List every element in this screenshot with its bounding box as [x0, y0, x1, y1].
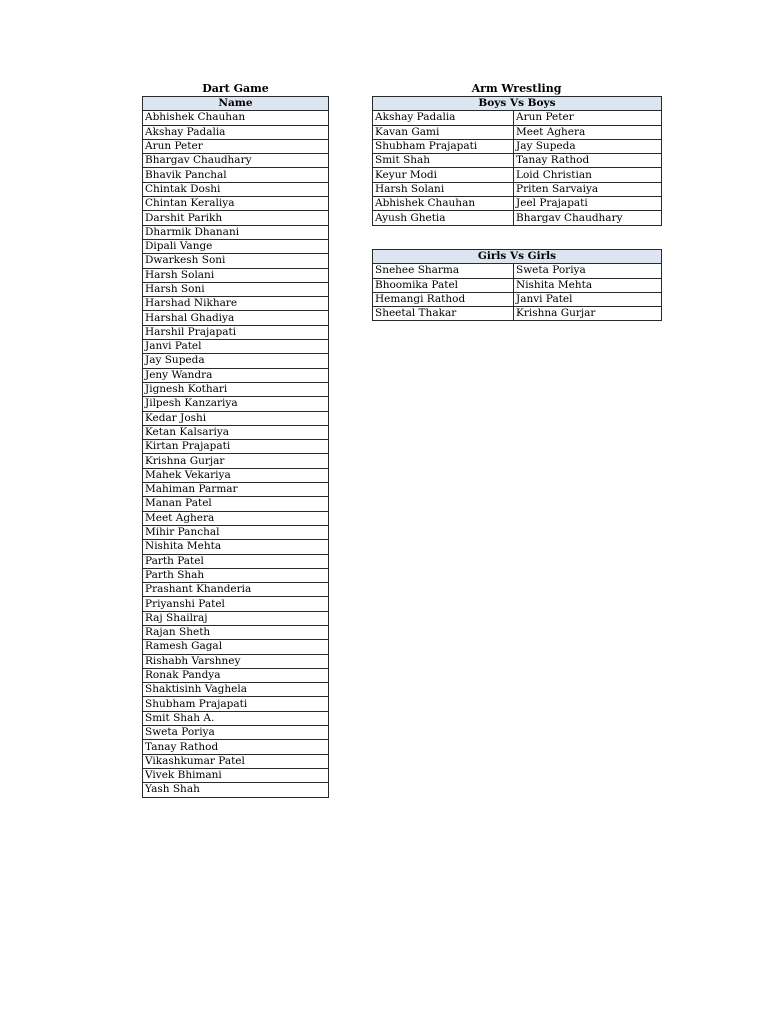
participant-name: Harshal Ghadiya	[143, 311, 329, 325]
participant-name: Mahek Vekariya	[143, 468, 329, 482]
table-row	[143, 597, 329, 611]
table-row	[143, 311, 329, 325]
player-two-name: Krishna Gurjar	[514, 307, 662, 321]
participant-name: Jeny Wandra	[143, 368, 329, 382]
player-two-name: Bhargav Chaudhary	[514, 211, 662, 225]
participant-name: Parth Patel	[143, 554, 329, 568]
table-row	[143, 754, 329, 768]
table-row	[143, 454, 329, 468]
player-two-name: Tanay Rathod	[514, 154, 662, 168]
table-row	[143, 268, 329, 282]
player-two-name: Priten Sarvaiya	[514, 182, 662, 196]
participant-name: Krishna Gurjar	[143, 454, 329, 468]
participant-name: Mahiman Parmar	[143, 483, 329, 497]
girls-vs-girls-table	[372, 249, 662, 321]
participant-name: Abhishek Chauhan	[143, 111, 329, 125]
table-row	[143, 411, 329, 425]
table-row	[143, 726, 329, 740]
player-one-name: Sheetal Thakar	[373, 307, 514, 321]
match-row	[373, 111, 662, 125]
match-row	[373, 182, 662, 196]
table-row	[143, 625, 329, 639]
match-row	[373, 278, 662, 292]
participant-name: Kirtan Prajapati	[143, 440, 329, 454]
player-one-name: Harsh Solani	[373, 182, 514, 196]
table-row	[143, 554, 329, 568]
participant-name: Tanay Rathod	[143, 740, 329, 754]
participant-name: Rishabh Varshney	[143, 654, 329, 668]
player-one-name: Snehee Sharma	[373, 264, 514, 278]
participant-name: Smit Shah A.	[143, 711, 329, 725]
match-row	[373, 307, 662, 321]
participant-name: Dipali Vange	[143, 239, 329, 253]
participant-name: Ketan Kalsariya	[143, 425, 329, 439]
participant-name: Arun Peter	[143, 139, 329, 153]
table-row	[143, 139, 329, 153]
table-row	[143, 125, 329, 139]
table-row	[143, 468, 329, 482]
match-row	[373, 154, 662, 168]
participant-name: Harsh Soni	[143, 282, 329, 296]
participant-name: Harshad Nikhare	[143, 297, 329, 311]
player-one-name: Akshay Padalia	[373, 111, 514, 125]
participant-name: Raj Shailraj	[143, 611, 329, 625]
table-row	[143, 111, 329, 125]
participant-name: Priyanshi Patel	[143, 597, 329, 611]
player-one-name: Abhishek Chauhan	[373, 197, 514, 211]
match-row	[373, 292, 662, 306]
match-row	[373, 139, 662, 153]
player-two-name: Janvi Patel	[514, 292, 662, 306]
table-row	[143, 425, 329, 439]
player-two-name: Sweta Poriya	[514, 264, 662, 278]
participant-name: Kedar Joshi	[143, 411, 329, 425]
player-one-name: Shubham Prajapati	[373, 139, 514, 153]
table-row	[143, 511, 329, 525]
player-one-name: Ayush Ghetia	[373, 211, 514, 225]
participant-name: Manan Patel	[143, 497, 329, 511]
match-row	[373, 264, 662, 278]
boys-vs-boys-table	[372, 96, 662, 226]
girls-vs-girls-rows	[373, 264, 662, 321]
player-two-name: Nishita Mehta	[514, 278, 662, 292]
participant-name: Bhavik Panchal	[143, 168, 329, 182]
match-row	[373, 197, 662, 211]
participant-name: Shubham Prajapati	[143, 697, 329, 711]
table-row	[143, 583, 329, 597]
table-row	[143, 168, 329, 182]
player-one-name: Hemangi Rathod	[373, 292, 514, 306]
table-row	[143, 397, 329, 411]
dart-game-title: Dart Game	[202, 82, 269, 95]
player-two-name: Loid Christian	[514, 168, 662, 182]
participant-name: Akshay Padalia	[143, 125, 329, 139]
table-row	[143, 525, 329, 539]
table-row	[143, 440, 329, 454]
participant-name: Prashant Khanderia	[143, 583, 329, 597]
table-row	[143, 325, 329, 339]
table-row	[143, 768, 329, 782]
dart-game-rows	[143, 111, 329, 797]
name-column-header: Name	[143, 97, 329, 111]
table-row	[143, 611, 329, 625]
table-row	[143, 225, 329, 239]
table-row	[143, 368, 329, 382]
table-row	[143, 239, 329, 253]
participant-name: Dwarkesh Soni	[143, 254, 329, 268]
table-row	[143, 497, 329, 511]
participant-name: Shaktisinh Vaghela	[143, 683, 329, 697]
table-row	[143, 654, 329, 668]
table-row	[143, 354, 329, 368]
participant-name: Yash Shah	[143, 783, 329, 797]
participant-name: Janvi Patel	[143, 340, 329, 354]
table-row	[143, 382, 329, 396]
table-row	[143, 483, 329, 497]
table-row	[143, 182, 329, 196]
table-row	[143, 640, 329, 654]
participant-name: Chintan Keraliya	[143, 197, 329, 211]
participant-name: Meet Aghera	[143, 511, 329, 525]
participant-name: Nishita Mehta	[143, 540, 329, 554]
participant-name: Vikashkumar Patel	[143, 754, 329, 768]
table-row	[143, 154, 329, 168]
match-row	[373, 211, 662, 225]
player-one-name: Smit Shah	[373, 154, 514, 168]
player-two-name: Jeel Prajapati	[514, 197, 662, 211]
participant-name: Jilpesh Kanzariya	[143, 397, 329, 411]
player-one-name: Bhoomika Patel	[373, 278, 514, 292]
table-row	[143, 197, 329, 211]
participant-name: Jay Supeda	[143, 354, 329, 368]
table-row	[143, 297, 329, 311]
participant-name: Harsh Solani	[143, 268, 329, 282]
player-two-name: Jay Supeda	[514, 139, 662, 153]
participant-name: Sweta Poriya	[143, 726, 329, 740]
boys-vs-boys-header: Boys Vs Boys	[373, 97, 662, 111]
player-two-name: Arun Peter	[514, 111, 662, 125]
participant-name: Parth Shah	[143, 568, 329, 582]
table-row	[143, 211, 329, 225]
participant-name: Harshil Prajapati	[143, 325, 329, 339]
participant-name: Ramesh Gagal	[143, 640, 329, 654]
participant-name: Chintak Doshi	[143, 182, 329, 196]
match-row	[373, 125, 662, 139]
participant-name: Jignesh Kothari	[143, 382, 329, 396]
dart-game-table	[142, 96, 329, 798]
table-row	[143, 783, 329, 797]
player-one-name: Keyur Modi	[373, 168, 514, 182]
participant-name: Dharmik Dhanani	[143, 225, 329, 239]
table-row	[143, 711, 329, 725]
table-row	[143, 740, 329, 754]
table-row	[143, 568, 329, 582]
participant-name: Rajan Sheth	[143, 625, 329, 639]
table-row	[143, 683, 329, 697]
table-row	[143, 340, 329, 354]
table-row	[143, 540, 329, 554]
arm-wrestling-title: Arm Wrestling	[471, 82, 562, 95]
table-row	[143, 282, 329, 296]
participant-name: Darshit Parikh	[143, 211, 329, 225]
participant-name: Mihir Panchal	[143, 525, 329, 539]
boys-vs-boys-rows	[373, 111, 662, 225]
table-row	[143, 254, 329, 268]
participant-name: Vivek Bhimani	[143, 768, 329, 782]
girls-vs-girls-header: Girls Vs Girls	[373, 250, 662, 264]
table-row	[143, 668, 329, 682]
player-one-name: Kavan Gami	[373, 125, 514, 139]
participant-name: Ronak Pandya	[143, 668, 329, 682]
table-row	[143, 697, 329, 711]
match-row	[373, 168, 662, 182]
player-two-name: Meet Aghera	[514, 125, 662, 139]
participant-name: Bhargav Chaudhary	[143, 154, 329, 168]
